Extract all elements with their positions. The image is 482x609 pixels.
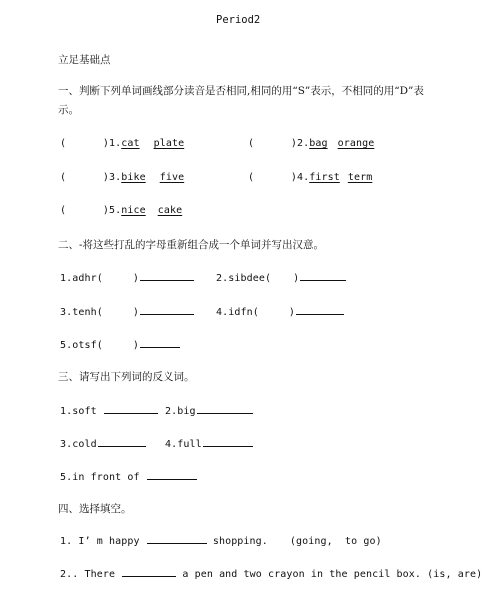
q1-item-2: ( )2.bag orange (248, 138, 375, 149)
answer-blank[interactable] (147, 533, 207, 544)
answer-blank[interactable] (140, 337, 180, 348)
q1-item-3: ( )3.bike five (60, 172, 185, 183)
q1-heading-line1: 一、判断下列单词画线部分读音是否相同,相同的用“S”表示，不相同的用“D”表 (58, 85, 424, 97)
word: first (309, 172, 340, 183)
answer-blank[interactable] (300, 270, 346, 281)
answer-blank[interactable] (98, 436, 146, 447)
word: bag (309, 138, 328, 149)
q3-item-1: 1.soft (60, 403, 158, 417)
answer-blank[interactable] (147, 469, 197, 480)
q1-item-1: ( )1.cat plate (60, 138, 185, 149)
word: bike (121, 172, 146, 183)
answer-paren[interactable]: ( ) (60, 172, 109, 183)
word: cake (157, 205, 183, 216)
word: five (159, 172, 185, 183)
answer-blank[interactable] (203, 436, 253, 447)
answer-blank[interactable] (296, 304, 344, 315)
q4-heading: 四、选择填空。 (58, 503, 132, 515)
answer-paren[interactable]: ( ) (60, 138, 109, 149)
word: cat (121, 138, 140, 149)
answer-paren[interactable]: ( ) (60, 205, 109, 216)
q2-item-3: 3.tenh( ) (60, 304, 194, 318)
answer-paren[interactable]: ( ) (248, 172, 297, 183)
q2-item-4: 4.idfn( ) (216, 304, 344, 318)
q4-item-1: 1. I’ m happy shopping. (going, to go) (60, 533, 382, 547)
q1-heading-line2: 示。 (58, 104, 79, 116)
q2-item-1: 1.adhr( ) (60, 270, 194, 284)
q4-item-2: 2.. There a pen and two crayon in the pencil box. (is, are) (60, 566, 482, 580)
answer-blank[interactable] (197, 403, 253, 414)
word: plate (153, 138, 185, 149)
answer-blank[interactable] (104, 403, 158, 414)
q2-item-5: 5.otsf( ) (60, 337, 180, 351)
answer-paren[interactable]: ( ) (248, 138, 297, 149)
answer-blank[interactable] (140, 270, 194, 281)
q1-item-4: ( )4.first term (248, 172, 373, 183)
q3-heading: 三、请写出下列词的反义词。 (58, 371, 195, 383)
q3-item-3: 3.cold (60, 436, 146, 450)
answer-blank[interactable] (122, 566, 176, 577)
page-title: Period2 (216, 14, 261, 26)
word: orange (337, 138, 375, 149)
q3-item-4: 4.full (165, 436, 253, 450)
q2-item-2: 2.sibdee( ) (216, 270, 346, 284)
section-basic: 立足基础点 (58, 54, 111, 66)
answer-blank[interactable] (140, 304, 194, 315)
q3-item-2: 2.big (165, 403, 253, 417)
q3-item-5: 5.in front of (60, 469, 197, 483)
word: term (347, 172, 373, 183)
word: nice (121, 205, 146, 216)
q2-heading: 二、-将这些打乱的字母重新组合成一个单词并写出汉意。 (58, 239, 325, 251)
q1-item-5: ( )5.nice cake (60, 205, 183, 216)
